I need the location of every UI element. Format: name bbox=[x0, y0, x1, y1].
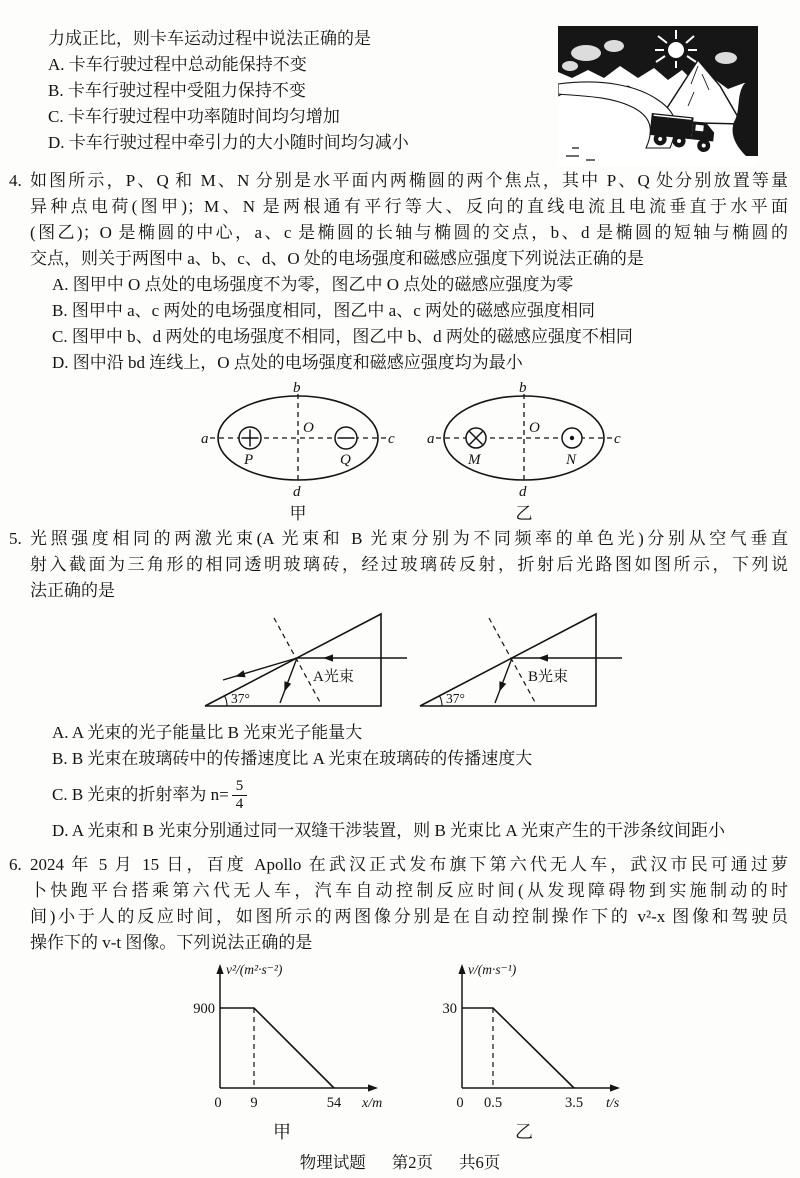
label-d: d bbox=[519, 484, 527, 498]
question3-continuation bbox=[48, 26, 758, 156]
question-4-options bbox=[52, 272, 788, 376]
prism-figure-beam-a bbox=[195, 608, 410, 718]
label-P: P bbox=[244, 452, 254, 468]
stem-line: 操作下的 v-t 图像。下列说法正确的是 bbox=[30, 933, 313, 952]
angle-label: 37° bbox=[231, 691, 250, 706]
figure-caption: 乙 bbox=[515, 504, 533, 523]
label-O: O bbox=[303, 420, 314, 436]
label-c: c bbox=[614, 431, 621, 447]
fraction-denominator: 4 bbox=[235, 795, 244, 812]
y-axis-label: v/(m·s⁻¹) bbox=[468, 962, 517, 977]
label-b: b bbox=[293, 382, 301, 396]
option-b: B. B 光束在玻璃砖中的传播速度比 A 光束在玻璃砖的传播速度大 bbox=[52, 749, 533, 768]
figure-caption: 甲 bbox=[289, 504, 307, 523]
question-6-figure bbox=[172, 956, 800, 1142]
stem-line: 卜快跑平台搭乘第六代无人车，汽车自动控制反应时间(从发现障碍物到实施制动的时 bbox=[30, 881, 788, 900]
x-axis-label: t/s bbox=[606, 1096, 620, 1111]
option-a: A. 卡车行驶过程中总动能保持不变 bbox=[48, 55, 307, 74]
footer-page-number: 第2页 bbox=[391, 1153, 433, 1172]
x-tick-0: 0 bbox=[456, 1095, 464, 1111]
label-O: O bbox=[529, 420, 540, 436]
page-footer bbox=[0, 1150, 800, 1176]
option-d: D. 卡车行驶过程中牵引力的大小随时间均匀减小 bbox=[48, 133, 409, 152]
question-stem-tail: 力成正比，则卡车运动过程中说法正确的是 bbox=[48, 29, 371, 48]
option-b: B. 卡车行驶过程中受阻力保持不变 bbox=[48, 81, 306, 100]
x-tick-9: 9 bbox=[250, 1095, 258, 1111]
question-5-options bbox=[0, 720, 800, 844]
graph-caption: 甲 bbox=[273, 1122, 291, 1142]
y-axis-label: v²/(m²·s⁻²) bbox=[226, 962, 283, 977]
label-a: a bbox=[201, 431, 209, 447]
option-d: D. A 光束和 B 光束分别通过同一双缝干涉装置，则 B 光束比 A 光束产生的干涉条纹间距小 bbox=[52, 821, 725, 840]
option-d: D. 图中沿 bd 连线上，O 点处的电场强度和磁感应强度均为最小 bbox=[52, 353, 523, 372]
stem-line: 交点，则关于两图中 a、b、c、d、O 处的电场强度和磁感应强度下列说法正确的是 bbox=[30, 249, 644, 268]
stem-line: 间)小于人的反应时间，如图所示的两图像分别是在自动控制操作下的 v²-x 图像和驾驶员 bbox=[30, 907, 788, 926]
question-4-stem bbox=[30, 168, 788, 272]
x-axis-label: x/m bbox=[362, 1096, 383, 1111]
x-tick-3-5: 3.5 bbox=[564, 1095, 584, 1111]
x-tick-0: 0 bbox=[214, 1095, 222, 1111]
label-N: N bbox=[566, 452, 577, 468]
label-d: d bbox=[293, 484, 301, 498]
question-number: 4. bbox=[9, 171, 22, 190]
truck-illustration bbox=[558, 26, 758, 166]
question-5-stem bbox=[30, 526, 788, 604]
question-6-stem bbox=[30, 852, 788, 956]
beam-b-label: B光束 bbox=[528, 669, 569, 685]
question-4-figure bbox=[198, 382, 800, 524]
question3-text bbox=[48, 26, 553, 156]
question-number: 6. bbox=[9, 855, 22, 874]
stem-line: 射入截面为三角形的相同透明玻璃砖，经过玻璃砖反射，折射后光路图如图所示，下列说 bbox=[30, 555, 788, 574]
graph-v2-x bbox=[172, 956, 392, 1142]
label-Q: Q bbox=[340, 452, 351, 468]
fraction-five-fourths bbox=[232, 778, 248, 812]
x-tick-54: 54 bbox=[326, 1095, 342, 1111]
question-number: 5. bbox=[9, 529, 22, 548]
stem-line: 法正确的是 bbox=[30, 581, 115, 600]
question-4 bbox=[0, 168, 800, 376]
label-a: a bbox=[427, 431, 435, 447]
fraction-numerator: 5 bbox=[232, 778, 248, 796]
question-5-figure bbox=[195, 608, 800, 718]
label-b: b bbox=[519, 382, 527, 396]
ellipse-figure-jia bbox=[198, 382, 398, 524]
angle-label: 37° bbox=[446, 691, 465, 706]
x-tick-0-5: 0.5 bbox=[483, 1095, 503, 1111]
stem-line: 光照强度相同的两激光束(A 光束和 B 光束分别为不同频率的单色光)分别从空气垂直 bbox=[30, 529, 788, 548]
stem-line: 2024 年 5 月 15 日，百度 Apollo 在武汉正式发布旗下第六代无人车，武汉市民可通过萝 bbox=[30, 855, 788, 874]
beam-a-label: A光束 bbox=[313, 669, 354, 685]
y-tick-900: 900 bbox=[193, 1001, 215, 1017]
stem-line: (图乙)；O 是椭圆的中心，a、c 是椭圆的长轴与椭圆的交点，b、d 是椭圆的短轴与椭圆的 bbox=[30, 223, 788, 242]
option-c bbox=[52, 772, 788, 818]
option-c-text: C. B 光束的折射率为 n= bbox=[52, 785, 229, 804]
option-a: A. A 光束的光子能量比 B 光束光子能量大 bbox=[52, 723, 363, 742]
label-M: M bbox=[468, 452, 481, 468]
question-5 bbox=[0, 526, 800, 604]
option-a: A. 图甲中 O 点处的电场强度不为零，图乙中 O 点处的磁感应强度为零 bbox=[52, 275, 574, 294]
stem-line: 如图所示，P、Q 和 M、N 分别是水平面内两椭圆的两个焦点，其中 P、Q 处分别放置等量 bbox=[30, 171, 788, 190]
graph-caption: 乙 bbox=[515, 1122, 533, 1142]
option-b: B. 图甲中 a、c 两处的电场强度相同，图乙中 a、c 两处的磁感应强度相同 bbox=[52, 301, 596, 320]
label-c: c bbox=[388, 431, 395, 447]
prism-figure-beam-b bbox=[410, 608, 625, 718]
y-tick-30: 30 bbox=[442, 1001, 457, 1017]
question-6 bbox=[0, 852, 800, 956]
option-c: C. 图甲中 b、d 两处的电场强度不相同，图乙中 b、d 两处的磁感应强度不相同 bbox=[52, 327, 633, 346]
footer-doc-title: 物理试题 bbox=[299, 1153, 366, 1172]
option-c: C. 卡车行驶过程中功率随时间均匀增加 bbox=[48, 107, 340, 126]
ellipse-figure-yi bbox=[424, 382, 624, 524]
footer-page-total: 共6页 bbox=[459, 1153, 501, 1172]
graph-v-t bbox=[414, 956, 634, 1142]
stem-line: 异种点电荷(图甲)；M、N 是两根通有平行等大、反向的直线电流且电流垂直于水平面 bbox=[30, 197, 788, 216]
